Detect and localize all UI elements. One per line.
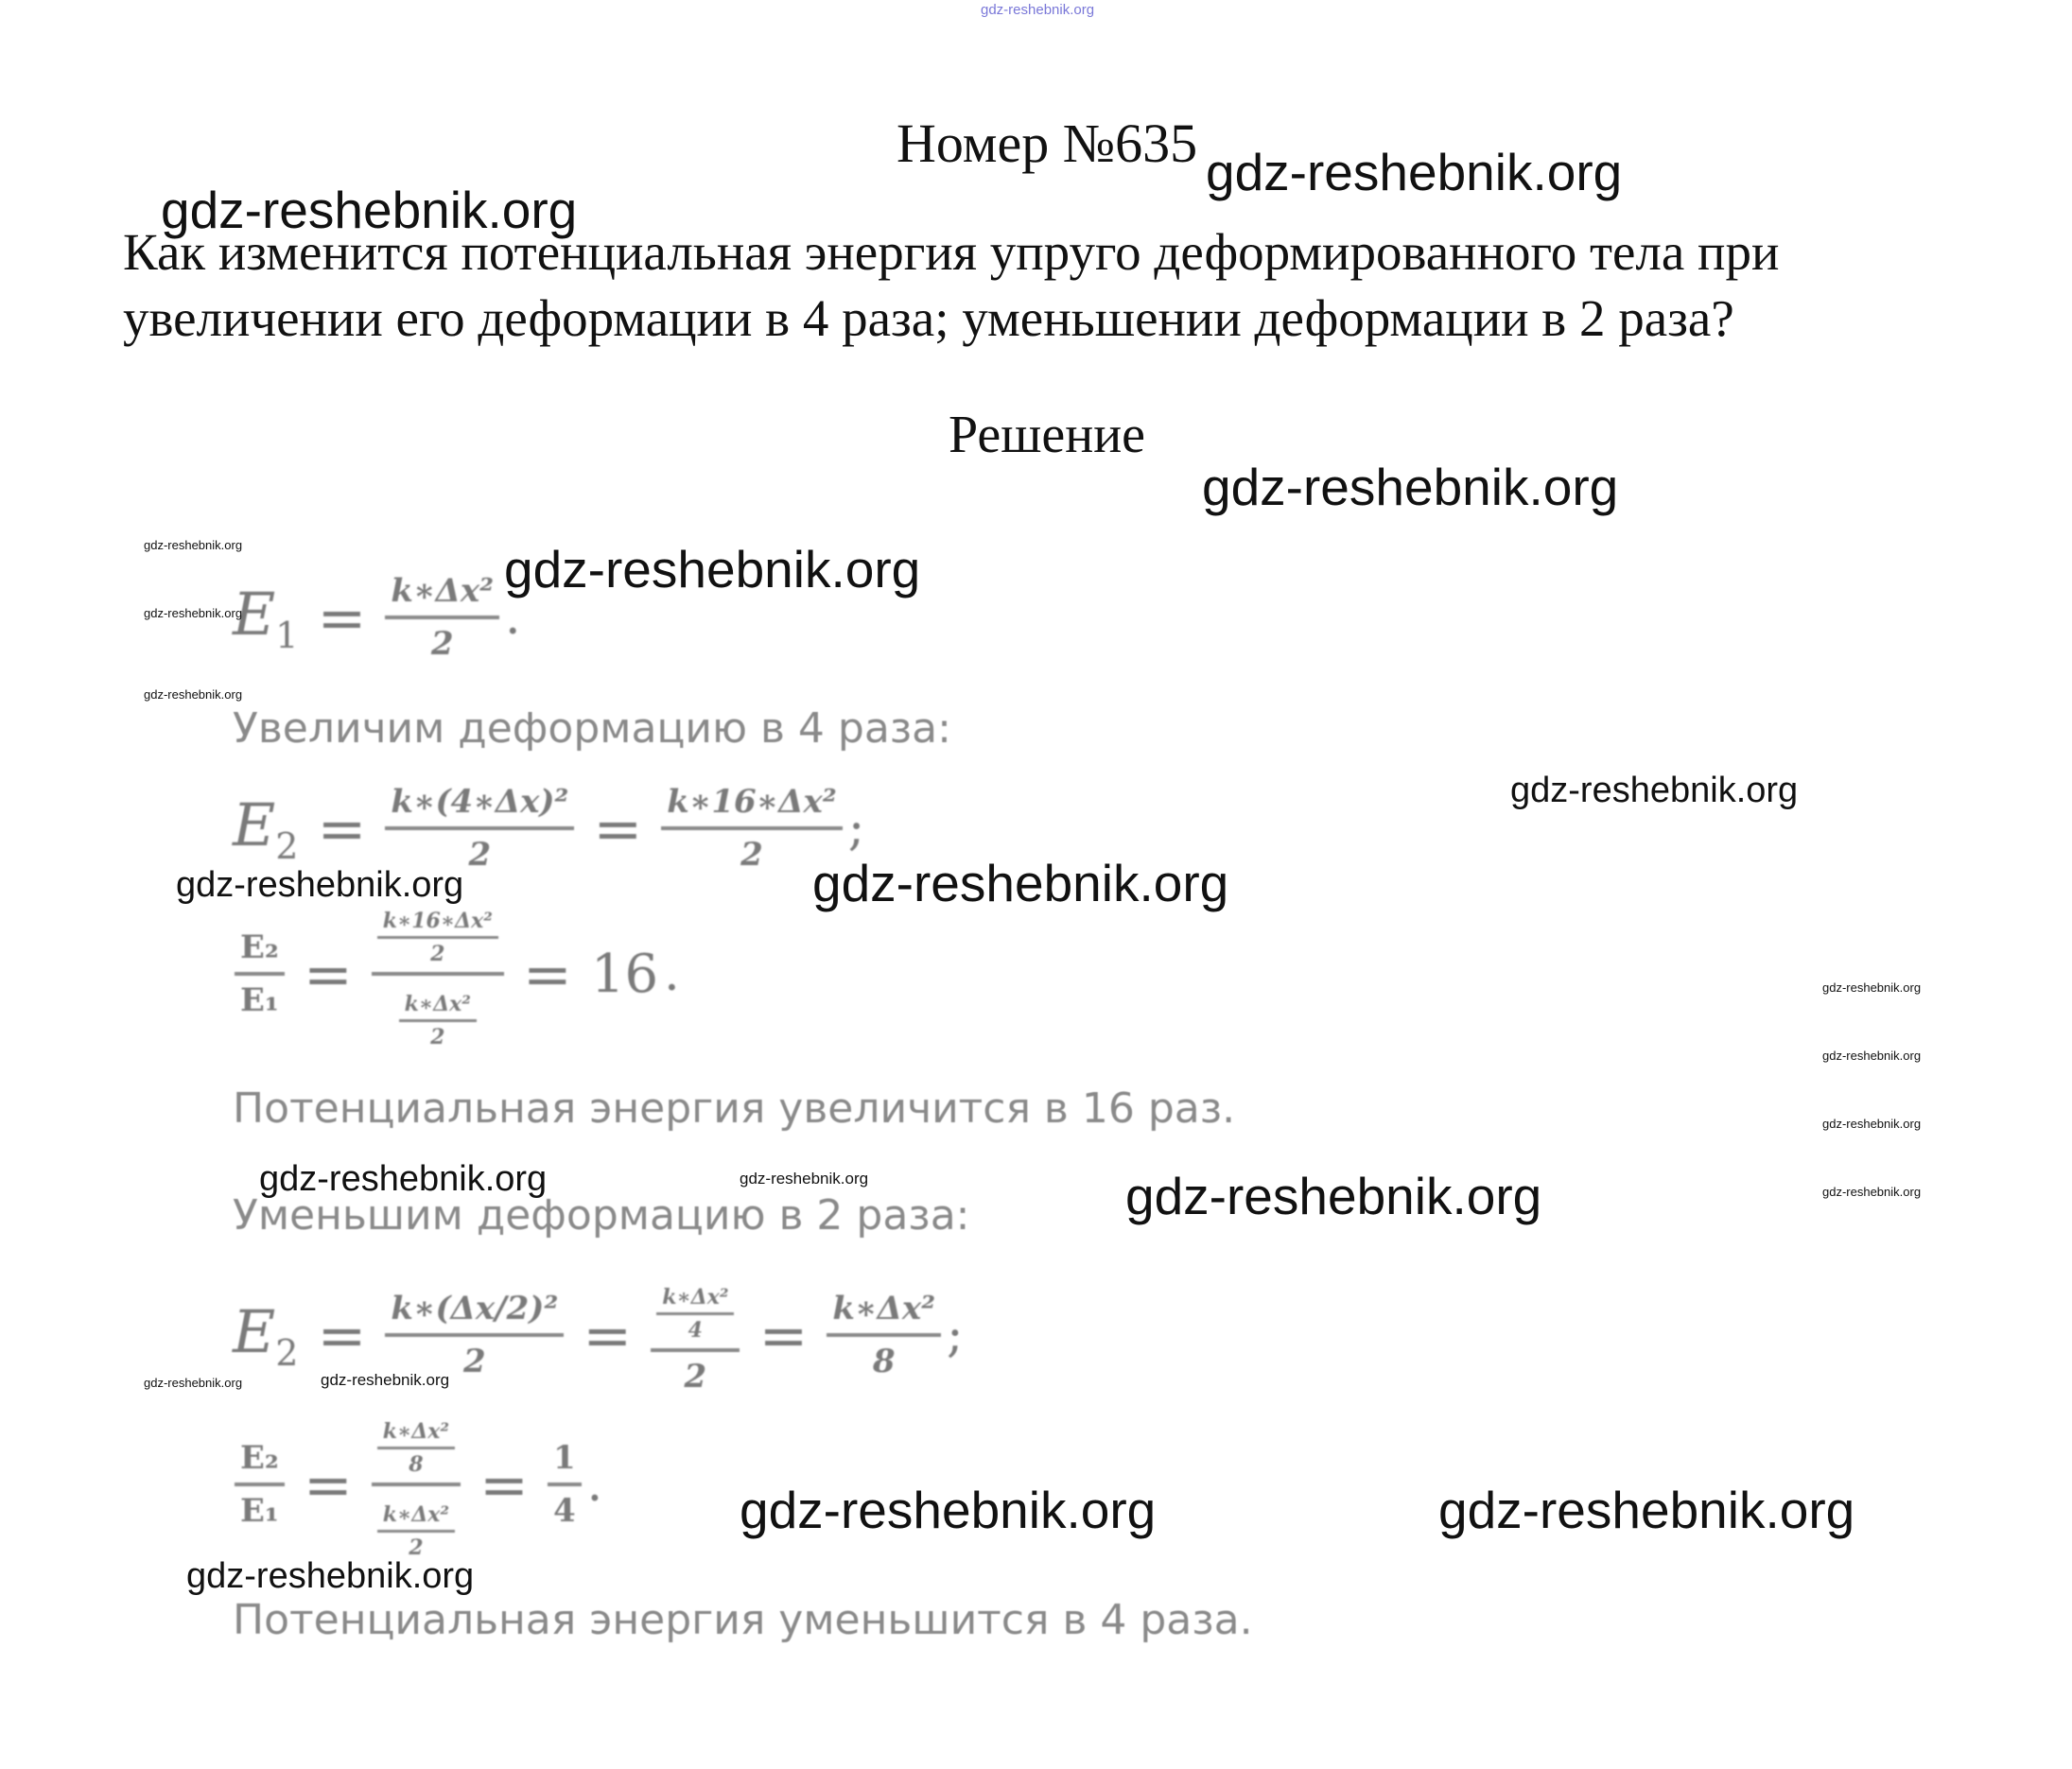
watermark: gdz-reshebnik.org — [144, 687, 243, 702]
solution-heading: Решение — [949, 406, 1146, 464]
ratio2-inner-numerator: $\frac{\text{k∗Δx²}}{8}$ — [377, 1419, 455, 1477]
problem-statement: Как изменится потенциальная энергия упруго деформированного тела при увеличении его деформации в 4 раза; уменьшении деформации в 2 раза? — [123, 223, 1780, 347]
watermark: gdz-reshebnik.org — [740, 1481, 1157, 1539]
formula-e1-lhs: $E_1$ — [233, 579, 299, 656]
ratio-inner-denominator: $\frac{\text{k∗Δx²}}{2}$ — [399, 992, 477, 1049]
watermark: gdz-reshebnik.org — [144, 606, 243, 620]
watermark: gdz-reshebnik.org — [259, 1159, 548, 1199]
page-title: Номер №635 — [897, 113, 1198, 174]
watermark: gdz-reshebnik.org — [161, 181, 578, 239]
watermark: gdz-reshebnik.org — [186, 1556, 475, 1596]
watermark: gdz-reshebnik.org — [321, 1371, 450, 1389]
formula-e1: $E_1$ = $\frac{\text{k∗Δx²}}{2}$ . — [233, 572, 521, 663]
watermark: gdz-reshebnik.org — [1438, 1481, 1855, 1539]
ratio2-e2-e1: $\frac{\text{E₂}}{\text{E₁}}$ — [235, 1439, 285, 1530]
formula-e2-fraction-b: $\frac{\text{k∗16∗Δx²}}{2}$ — [661, 783, 842, 874]
ratio2-inner-denominator: $\frac{\text{k∗Δx²}}{2}$ — [377, 1502, 455, 1560]
ratio-compound-fraction — [372, 898, 504, 1049]
formula-ratio-quarter: $\frac{\text{E₂}}{\text{E₁}}$ = $\frac{\frac{\text{k∗Δx²}}{8}}{\frac{\text{k∗Δx²}}{2}}$ = $\frac{1}{4}$ . — [235, 1409, 602, 1560]
watermark: gdz-reshebnik.org — [144, 538, 243, 552]
ratio-e2-e1: $\frac{\text{E₂}}{\text{E₁}}$ — [235, 928, 285, 1019]
ratio2-result: $\frac{1}{4}$ — [548, 1439, 582, 1530]
watermark: gdz-reshebnik.org — [1822, 1049, 1922, 1063]
watermark: gdz-reshebnik.org — [812, 854, 1229, 912]
watermark: gdz-reshebnik.org — [740, 1170, 869, 1188]
watermark: gdz-reshebnik.org — [1822, 1117, 1922, 1131]
watermark: gdz-reshebnik.org — [176, 865, 464, 905]
step-decrease: Уменьшим деформацию в 2 раза: — [233, 1191, 970, 1240]
watermark: gdz-reshebnik.org — [1822, 1185, 1922, 1199]
watermark: gdz-reshebnik.org — [1822, 980, 1922, 995]
formula-e2-fraction-a: $\frac{\text{k∗(4∗Δx)²}}{2}$ — [385, 783, 574, 874]
watermark: gdz-reshebnik.org — [1510, 771, 1799, 810]
ratio-inner-numerator: $\frac{\text{k∗16∗Δx²}}{2}$ — [377, 909, 498, 966]
watermark: gdz-reshebnik.org — [1206, 143, 1623, 201]
watermark-top: gdz-reshebnik.org — [981, 2, 1095, 18]
conclusion-increase: Потенциальная энергия увеличится в 16 раз. — [233, 1084, 1236, 1133]
formula-e2-increase: $E_2$ = $\frac{\text{k∗(4∗Δx)²}}{2}$ = $\frac{\text{k∗16∗Δx²}}{2}$ ; — [233, 783, 865, 874]
formula-e2-dec-fraction-c: $\frac{\text{k∗Δx²}}{8}$ — [827, 1290, 941, 1380]
formula-e2-dec-fraction-b: $\frac{\frac{\text{k∗Δx²}}{4}}{2}$ — [651, 1275, 740, 1396]
conclusion-decrease: Потенциальная энергия уменьшится в 4 раза. — [233, 1596, 1253, 1644]
watermark: gdz-reshebnik.org — [1202, 458, 1619, 516]
watermark: gdz-reshebnik.org — [504, 540, 921, 598]
step-increase: Увеличим деформацию в 4 раза: — [233, 704, 951, 753]
formula-e1-fraction: $\frac{\text{k∗Δx²}}{2}$ — [385, 572, 499, 663]
formula-e2-dec-fraction-a: $\frac{\text{k∗(Δx/2)²}}{2}$ — [385, 1290, 564, 1380]
watermark: gdz-reshebnik.org — [1125, 1167, 1542, 1225]
formula-e2-dec-inner-fraction: $\frac{\text{k∗Δx²}}{4}$ — [656, 1285, 734, 1343]
formula-ratio-16: $\frac{\text{E₂}}{\text{E₁}}$ = $\frac{\frac{\text{k∗16∗Δx²}}{2}}{\frac{\text{k∗Δx²}}{2}}$ = 16 . — [235, 898, 680, 1049]
watermark: gdz-reshebnik.org — [144, 1376, 243, 1390]
ratio2-compound-fraction — [372, 1409, 461, 1560]
ratio-result-16: 16 — [590, 943, 659, 1005]
formula-e2-decrease: $E_2$ = $\frac{\text{k∗(Δx/2)²}}{2}$ = $\frac{\frac{\text{k∗Δx²}}{4}}{2}$ = $\frac{\text{k∗Δx²}}{8}$ ; — [233, 1275, 964, 1396]
